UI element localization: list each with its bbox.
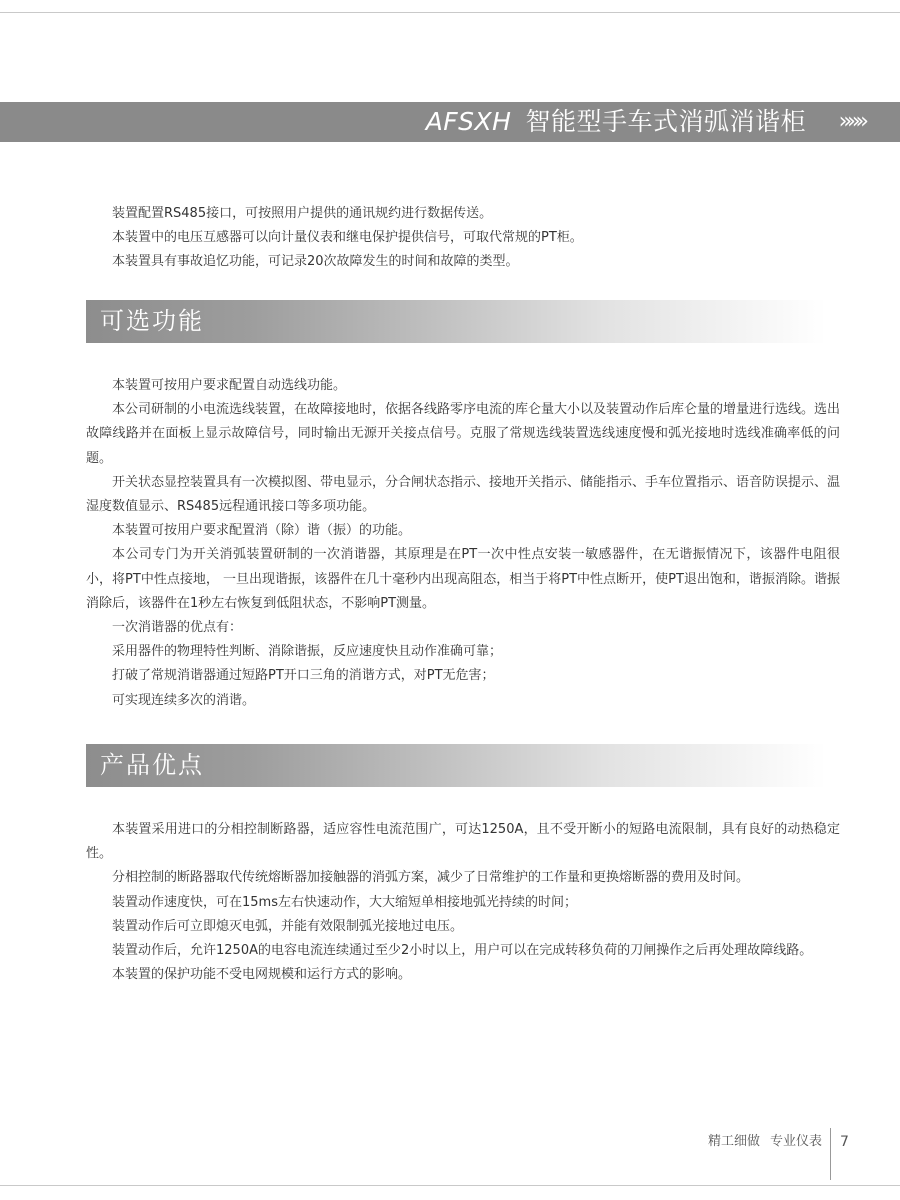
section-title: 可选功能 — [100, 307, 204, 335]
footer-divider — [830, 1128, 831, 1180]
page-number: 7 — [840, 1134, 849, 1150]
product-name: 智能型手车式消弧消谐柜 — [525, 107, 806, 136]
body-paragraph: 采用器件的物理特性判断、消除谐振，反应速度快且动作准确可靠； — [112, 644, 503, 660]
body-paragraph: 打破了常规消谐器通过短路PT开口三角的消谐方式，对PT无危害； — [112, 668, 495, 684]
section-body-product-advantages — [86, 818, 840, 987]
chevron-right-icon: »»» — [838, 109, 864, 134]
footer-slogan-1: 精工细做 — [707, 1134, 760, 1149]
page-title — [426, 102, 806, 142]
section-header-optional-features — [86, 300, 826, 343]
intro-paragraph: 装置配置RS485接口，可按照用户提供的通讯规约进行数据传送。 — [112, 206, 493, 221]
body-paragraph: 装置动作后，允许1250A的电容电流连续通过至少2小时以上，用户可以在完成转移负荷的刀闸操作之后再处理故障线路。 — [112, 943, 813, 959]
body-paragraph: 分相控制的断路器取代传统熔断器加接触器的消弧方案，减少了日常维护的工作量和更换熔断器的费用及时间。 — [112, 870, 750, 886]
body-paragraph: 本公司研制的小电流选线装置，在故障接地时，依据各线路零序电流的库仑量大小以及装置动作后库仑量的增量进行选线。选出故障线路并在面板上显示故障信号，同时输出无源开关接点信号。克服了常规选线装置选线速度慢和弧光接地时选线准确率低的问题。 — [86, 402, 841, 466]
top-rule — [0, 12, 900, 13]
body-paragraph: 一次消谐器的优点有： — [112, 620, 243, 636]
body-paragraph: 装置动作速度快，可在15ms左右快速动作，大大缩短单相接地弧光持续的时间； — [112, 894, 577, 910]
body-paragraph: 本装置的保护功能不受电网规模和运行方式的影响。 — [112, 967, 412, 983]
intro-paragraph: 本装置中的电压互感器可以向计量仪表和继电保护提供信号，可取代常规的PT柜。 — [112, 230, 583, 246]
footer-slogan-2: 专业仪表 — [769, 1134, 822, 1149]
body-paragraph: 本装置可按用户要求配置消（除）谐（振）的功能。 — [112, 523, 412, 539]
section-header-product-advantages — [86, 744, 826, 787]
section-body-optional-features — [86, 374, 840, 713]
body-paragraph: 本公司专门为开关消弧装置研制的一次消谐器，其原理是在PT一次中性点安装一敏感器件，在无谐振情况下，该器件电阻很小，将PT中性点接地， 一旦出现谐振，该器件在几十毫秒内出现高阻态，相当于将PT中性点断开，使PT退出饱和，谐振消除。谐振消除后，该器件在1秒左右恢复到低阻状态，不影响PT测量。 — [86, 547, 840, 611]
title-bar — [0, 102, 900, 142]
section-title: 产品优点 — [100, 751, 204, 779]
product-code: AFSXH — [425, 107, 512, 136]
body-paragraph: 本装置采用进口的分相控制断路器，适应容性电流范围广，可达1250A，且不受开断小的短路电流限制，具有良好的动热稳定性。 — [86, 822, 840, 862]
body-paragraph: 本装置可按用户要求配置自动选线功能。 — [112, 378, 347, 393]
intro-paragraph: 本装置具有事故追忆功能，可记录20次故障发生的时间和故障的类型。 — [112, 254, 519, 270]
bottom-rule — [0, 1185, 900, 1186]
body-paragraph: 装置动作后可立即熄灭电弧，并能有效限制弧光接地过电压。 — [112, 918, 464, 934]
intro-text — [86, 202, 840, 275]
footer-slogan — [708, 1132, 822, 1152]
body-paragraph: 可实现连续多次的消谐。 — [112, 692, 256, 708]
body-paragraph: 开关状态显控装置具有一次模拟图、带电显示，分合闸状态指示、接地开关指示、储能指示、手车位置指示、语音防误提示、温湿度数值显示、RS485远程通讯接口等多项功能。 — [86, 474, 841, 515]
